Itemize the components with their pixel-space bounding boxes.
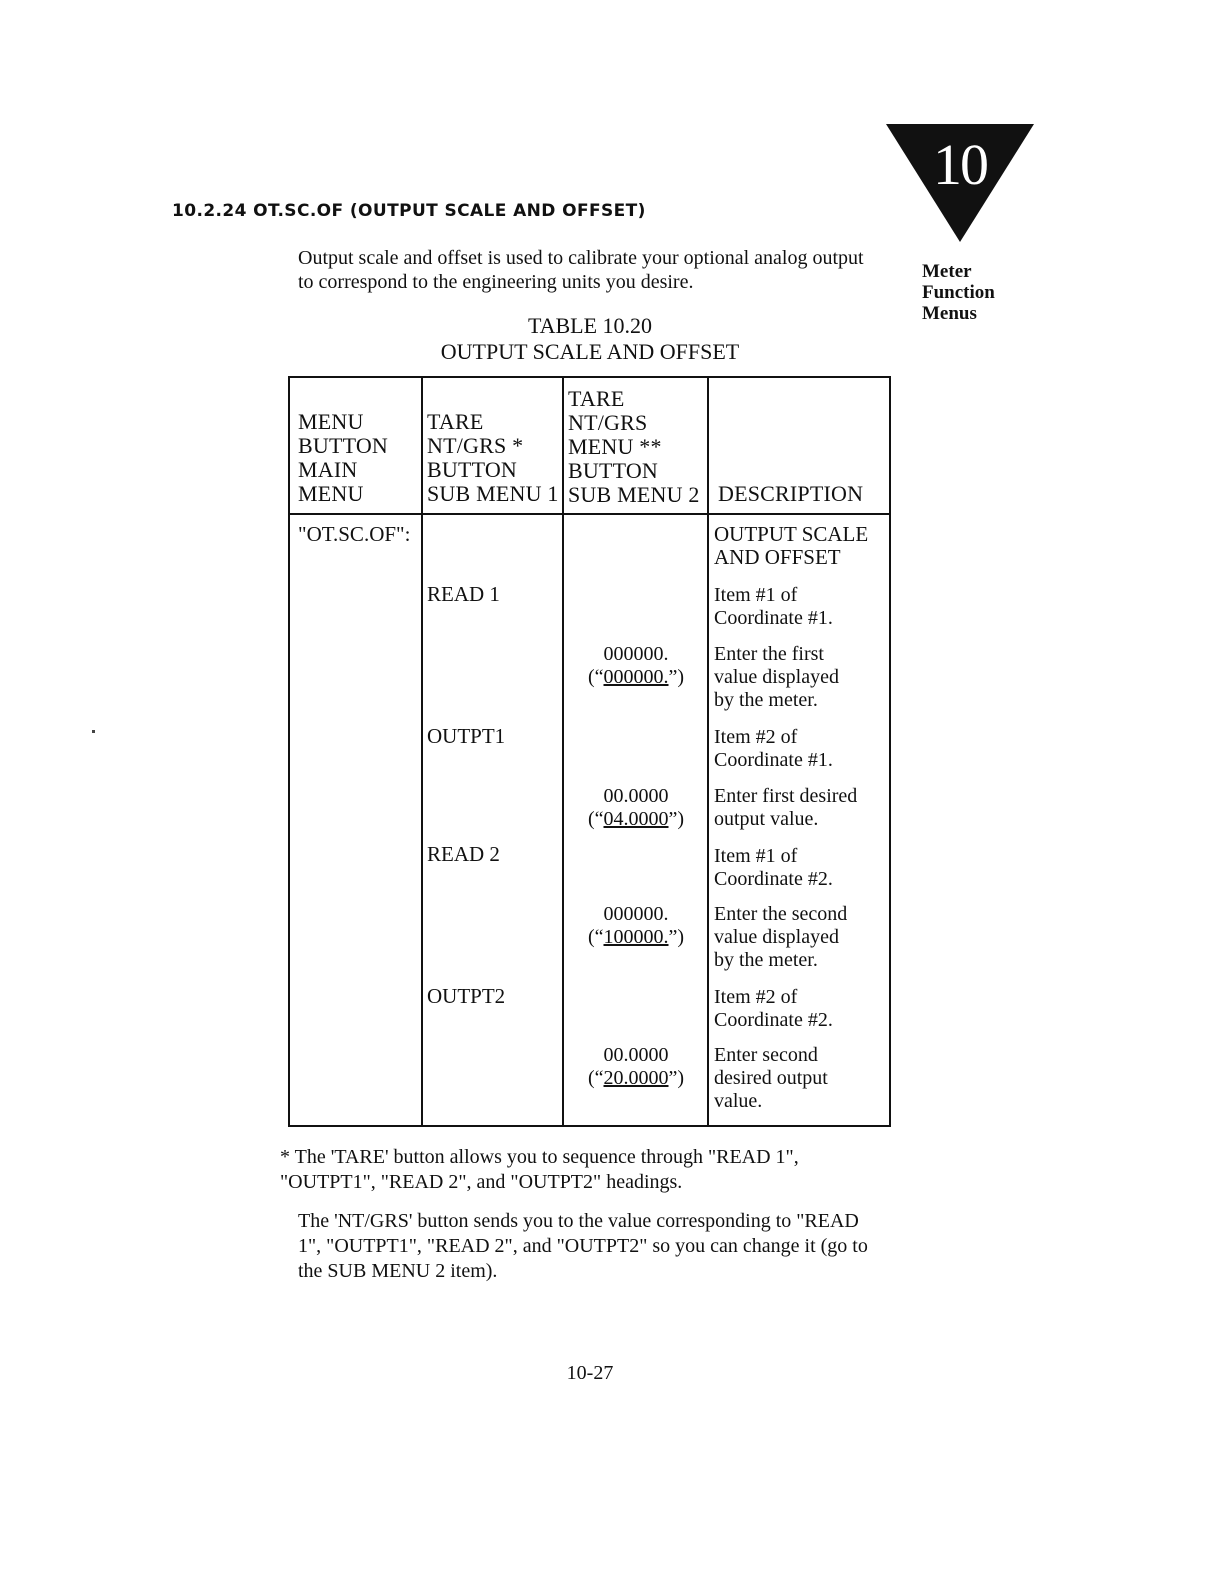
default-value: 000000.: [603, 903, 669, 925]
header-line: BUTTON: [568, 458, 659, 483]
column-divider: [421, 376, 423, 1127]
shown-value: (“04.0000”): [587, 808, 685, 830]
footnote-tare: * The 'TARE' button allows you to sequence through "READ 1", "OUTPT1", "READ 2", and "OUTPT2" headings.: [280, 1146, 799, 1193]
shown-value-text: 100000.: [603, 926, 669, 948]
sub-menu-1-item: READ 2: [427, 842, 500, 866]
description-line: value.: [714, 1090, 763, 1112]
description-line: Item #1 of: [714, 584, 798, 606]
header-line: NT/GRS *: [427, 433, 524, 458]
sub-menu-2-value: [566, 1044, 706, 1090]
row-description: [714, 726, 886, 772]
description-line: OUTPUT SCALE: [714, 522, 869, 546]
sub-menu-2-value: [566, 643, 706, 689]
description-line: Coordinate #2.: [714, 868, 833, 890]
description-line: Item #1 of: [714, 845, 798, 867]
header-line: MENU: [298, 409, 364, 434]
description-line: AND OFFSET: [714, 545, 841, 569]
default-value: 00.0000: [603, 1044, 669, 1066]
header-line: MENU: [298, 481, 364, 506]
main-menu-entry: "OT.SC.OF":: [298, 522, 411, 546]
description-line: output value.: [714, 808, 819, 830]
chapter-label: [922, 261, 1042, 324]
row-description: [714, 584, 886, 630]
description-line: Coordinate #1.: [714, 749, 833, 771]
description-line: desired output: [714, 1067, 828, 1089]
description-line: value displayed: [714, 666, 839, 688]
table-number: TABLE 10.20: [527, 313, 653, 338]
section-heading: 10.2.24 OT.SC.OF (OUTPUT SCALE AND OFFSET): [172, 201, 646, 221]
intro-paragraph: Output scale and offset is used to calibrate your optional analog output to correspond to the engineering units you desire.: [298, 247, 864, 293]
header-description: [718, 482, 863, 506]
default-value: 00.0000: [603, 785, 669, 807]
header-line: MAIN: [298, 457, 358, 482]
chapter-label-line: Menus: [922, 303, 977, 324]
chapter-label-line: Function: [922, 282, 995, 303]
column-divider: [707, 376, 709, 1127]
header-line: TARE: [568, 386, 625, 411]
row-description: [714, 1044, 886, 1113]
description-line: value displayed: [714, 926, 839, 948]
description-line: Item #2 of: [714, 726, 798, 748]
table-caption: OUTPUT SCALE AND OFFSET: [440, 339, 740, 364]
description-line: Enter the first: [714, 643, 824, 665]
chapter-number: 10: [933, 132, 987, 197]
scan-speck: [92, 730, 95, 733]
sub-menu-2-value: [566, 785, 706, 831]
description-line: Coordinate #1.: [714, 607, 833, 629]
header-sub-menu-1: [427, 410, 559, 506]
description-line: Item #2 of: [714, 986, 798, 1008]
row-description: [714, 845, 886, 891]
header-main-menu: [298, 410, 388, 506]
header-line: SUB MENU 1: [427, 481, 559, 506]
header-line: SUB MENU 2: [568, 482, 700, 507]
row-description: [714, 785, 886, 831]
description-line: Enter first desired: [714, 785, 858, 807]
description-line: by the meter.: [714, 689, 818, 711]
sub-menu-1-item: OUTPT2: [427, 984, 506, 1008]
description-line: by the meter.: [714, 949, 818, 971]
default-value: 000000.: [603, 643, 669, 665]
shown-value: (“000000.”): [587, 666, 685, 688]
description-line: Enter second: [714, 1044, 818, 1066]
header-sub-menu-2: [568, 387, 700, 507]
sub-menu-2-value: [566, 903, 706, 949]
shown-value-text: 04.0000: [603, 808, 669, 830]
sub-menu-1-item: OUTPT1: [427, 724, 506, 748]
shown-value-text: 20.0000: [603, 1067, 669, 1089]
chapter-label-line: Meter: [922, 261, 972, 282]
header-line: DESCRIPTION: [718, 481, 864, 506]
table-title-description: [714, 523, 886, 569]
header-divider: [288, 513, 891, 515]
header-line: MENU **: [568, 434, 662, 459]
row-description: [714, 903, 886, 972]
header-line: BUTTON: [427, 457, 518, 482]
shown-value: (“20.0000”): [587, 1067, 685, 1089]
footnote-ntgrs: The 'NT/GRS' button sends you to the value corresponding to "READ 1", "OUTPT1", "READ 2", and "OUTPT2" so you can change it (go to the SUB MENU 2 item).: [298, 1210, 868, 1282]
header-line: TARE: [427, 409, 484, 434]
description-line: Coordinate #2.: [714, 1009, 833, 1031]
row-description: [714, 986, 886, 1032]
shown-value: (“100000.”): [587, 926, 685, 948]
header-line: NT/GRS: [568, 410, 648, 435]
column-divider: [562, 376, 564, 1127]
description-line: Enter the second: [714, 903, 848, 925]
page-number: 10-27: [566, 1362, 614, 1384]
header-line: BUTTON: [298, 433, 389, 458]
row-description: [714, 643, 886, 712]
shown-value-text: 000000.: [603, 666, 669, 688]
sub-menu-1-item: READ 1: [427, 582, 500, 606]
